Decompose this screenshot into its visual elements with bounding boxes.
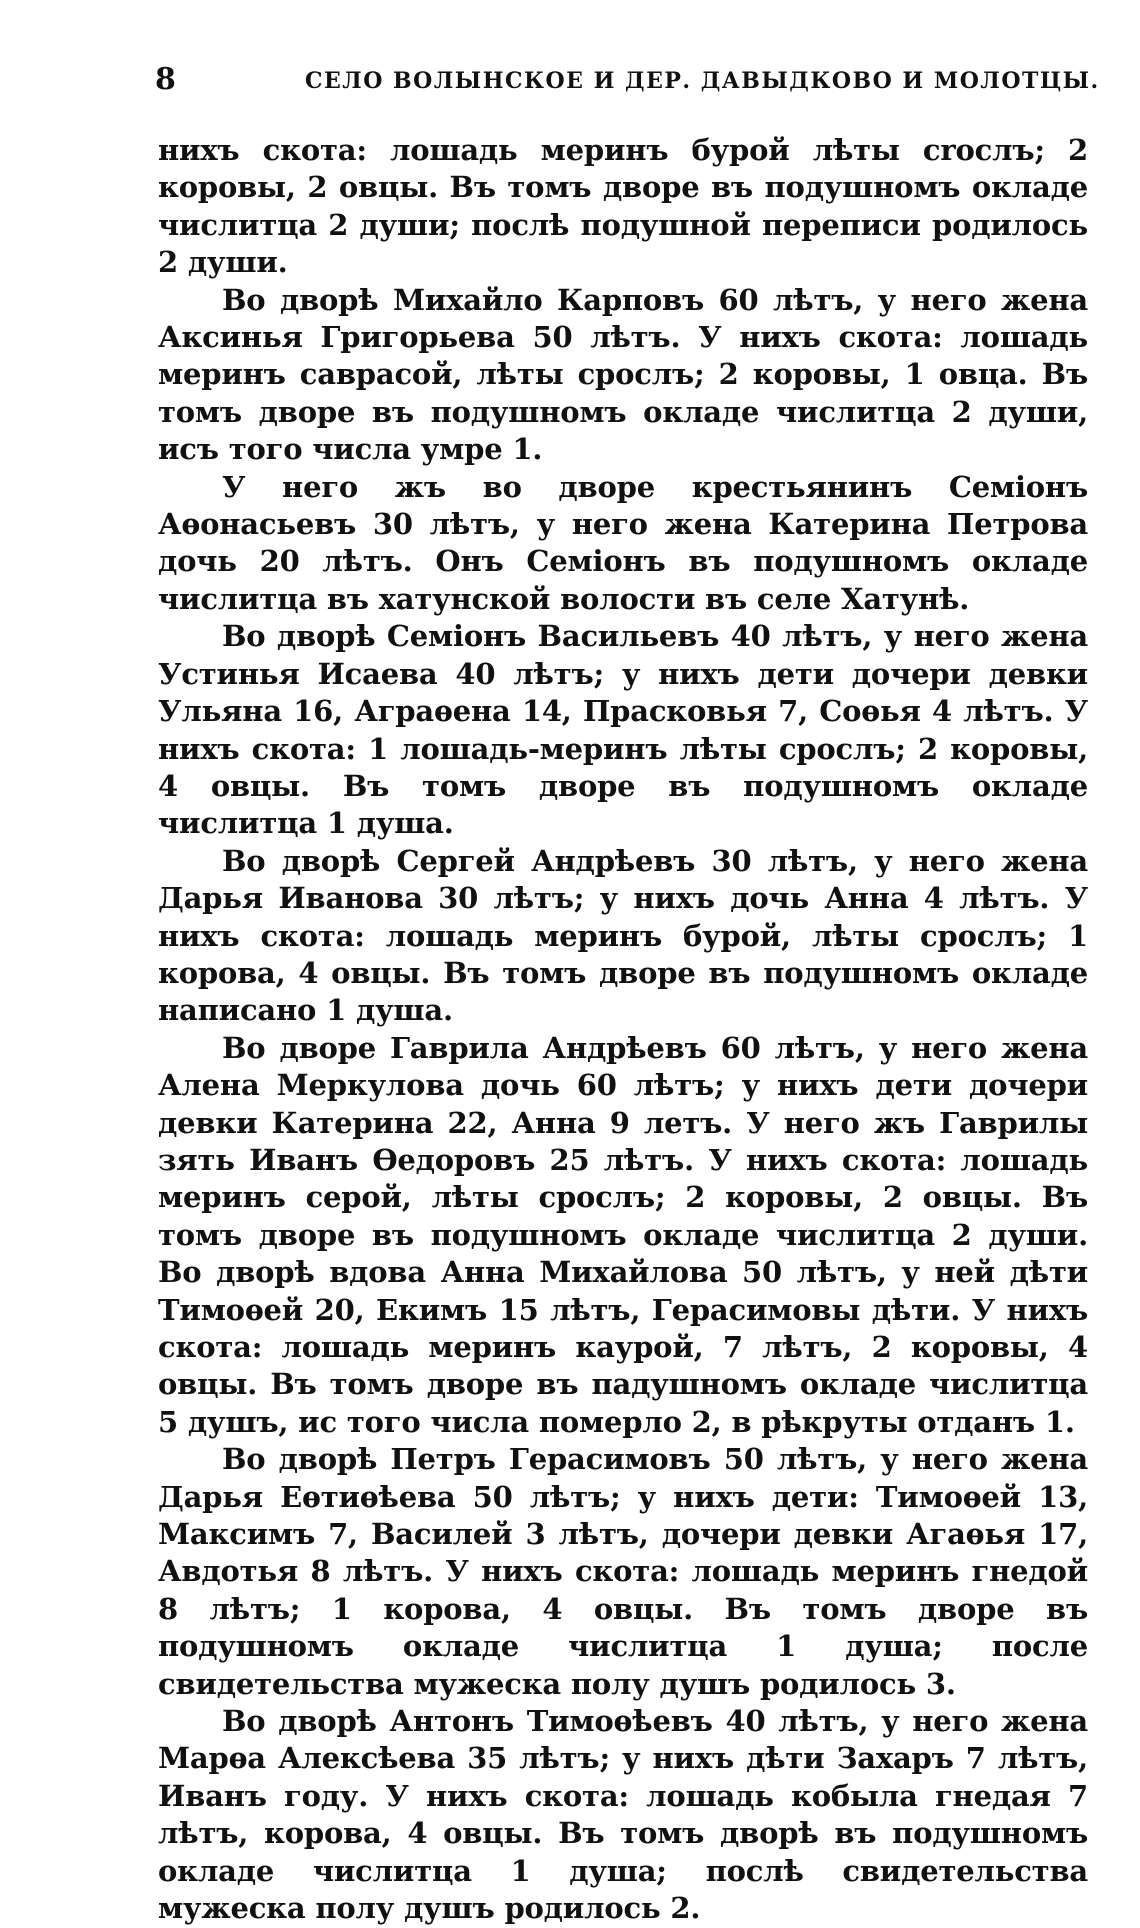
page-number: 8 bbox=[155, 62, 176, 97]
body-text bbox=[158, 132, 1088, 1928]
paragraph-anton-timofeev: Во дворѣ Антонъ Тимоѳѣевъ 40 лѣтъ, у него жена Марѳа Алексѣева 35 лѣтъ; у нихъ дѣти Захаръ 7 лѣтъ, Иванъ году. У нихъ скота: лошадь кобыла гнедая 7 лѣтъ, корова, 4 овцы. Въ томъ дворѣ въ подушномъ окладе числитца 1 душа; послѣ свидетельства мужеска полу душъ родилось 2. bbox=[158, 1704, 1088, 1926]
running-head bbox=[155, 62, 1100, 102]
paragraph-petr-gerasimov: Во дворѣ Петръ Герасимовъ 50 лѣтъ, у него жена Дарья Еѳтиѳѣева 50 лѣтъ; у нихъ дети: Тимоѳей 13, Максимъ 7, Василей 3 лѣтъ, дочери девки Агаѳья 17, Авдотья 8 лѣтъ. У нихъ скота: лошадь меринъ гнедой 8 лѣтъ; 1 корова, 4 овцы. Въ томъ дворе въ подушномъ окладе числитца 1 душа; после свидетельства мужеска полу душъ родилось 3. bbox=[158, 1442, 1088, 1701]
paragraph-semion-vasiliev: Во дворѣ Семіонъ Васильевъ 40 лѣтъ, у него жена Устинья Исаева 40 лѣтъ; у нихъ дети дочери девки Ульяна 16, Аграѳена 14, Прасковья 7, Соѳья 4 лѣтъ. У нихъ скота: 1 лошадь-меринъ лѣты сроcлъ; 2 коровы, 4 овцы. Въ томъ дворе въ подушномъ окладе числитца 1 душа. bbox=[158, 619, 1088, 841]
paragraph-gavrila-andreev: Во дворе Гаврила Андрѣевъ 60 лѣтъ, у него жена Алена Меркулова дочь 60 лѣтъ; у нихъ дети дочери девки Катерина 22, Анна 9 летъ. У него жъ Гаврилы зять Иванъ Ѳедоровъ 25 лѣтъ. У нихъ скота: лошадь меринъ серой, лѣты сроcлъ; 2 коровы, 2 овцы. Въ томъ дворе въ подушномъ окладе числитца 2 души. Во дворѣ вдова Анна Михайлова 50 лѣтъ, у ней дѣти Тимоѳей 20, Екимъ 15 лѣтъ, Герасимовы дѣти. У нихъ скота: лошадь меринъ каурой, 7 лѣтъ, 2 коровы, 4 овцы. Въ томъ дворе въ падушномъ окладе числитца 5 душъ, ис того числа померло 2, в рѣкруты отданъ 1. bbox=[158, 1030, 1088, 1439]
paragraph-continuation: нихъ скота: лошадь меринъ бурой лѣты сroслъ; 2 коровы, 2 овцы. Въ томъ дворе въ подушномъ окладе числитца 2 души; послѣ подушной переписи родилось 2 души. bbox=[158, 133, 1088, 280]
paragraph-sergei-andreev: Во дворѣ Сергей Андрѣевъ 30 лѣтъ, у него жена Дарья Иванова 30 лѣтъ; у нихъ дочь Анна 4 лѣтъ. У нихъ скота: лошадь меринъ бурой, лѣты сроcлъ; 1 корова, 4 овцы. Въ томъ дворе въ подушномъ окладе написано 1 душа. bbox=[158, 843, 1088, 1028]
paragraph-mikhailo-karpov: Во дворѣ Михайло Карповъ 60 лѣтъ, у него жена Аксинья Григорьева 50 лѣтъ. У нихъ скота: лошадь меринъ саврасой, лѣты сроcлъ; 2 коровы, 1 овца. Въ томъ дворе въ подушномъ окладе числитца 2 души, исъ того числа умре 1. bbox=[158, 282, 1088, 467]
running-title: СЕЛО ВОЛЫНСКОЕ И ДЕР. ДАВЫДКОВО И МОЛОТЦЫ. bbox=[305, 68, 1100, 94]
paragraph-semion-afonasiev: У него жъ во дворе крестьянинъ Семіонъ Аѳонасьевъ 30 лѣтъ, у него жена Катерина Петрова дочь 20 лѣтъ. Онъ Семіонъ въ подушномъ окладе числитца въ хатунской волости въ селе Хатунѣ. bbox=[158, 469, 1088, 616]
